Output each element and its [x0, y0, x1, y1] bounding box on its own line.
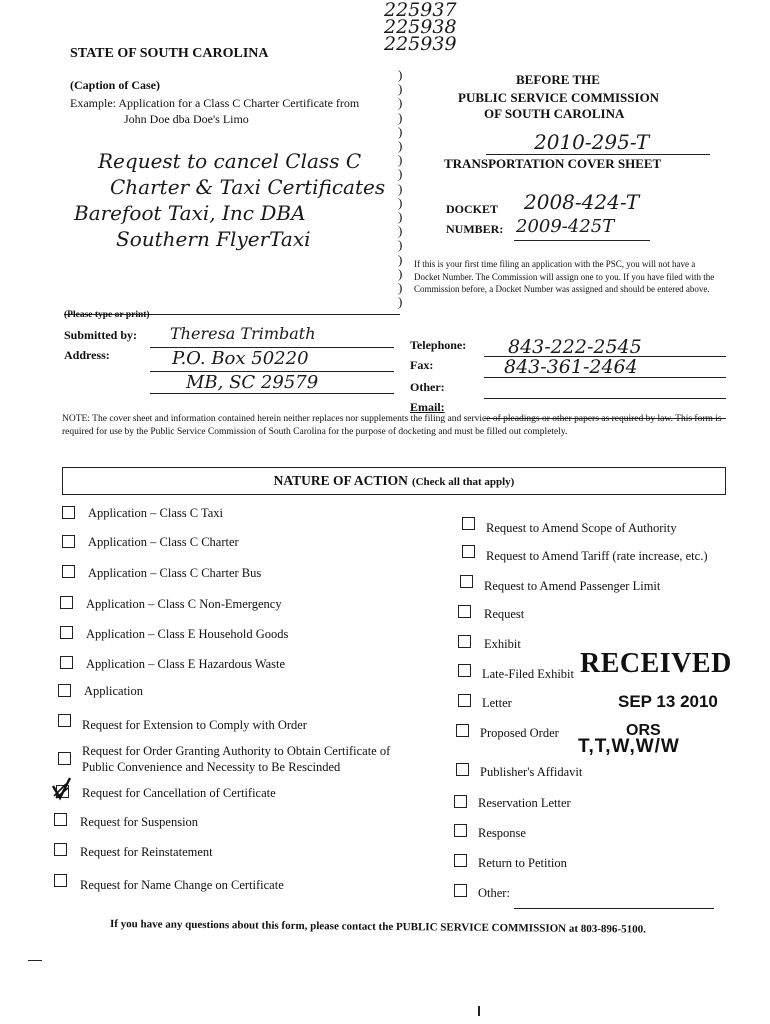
- other-rule: [484, 398, 726, 399]
- nature-title: NATURE OF ACTION: [273, 473, 408, 488]
- nature-subtitle: (Check all that apply): [411, 476, 515, 488]
- checkbox-request[interactable]: [458, 605, 471, 618]
- address-label: Address:: [64, 348, 110, 362]
- address-line1: P.O. Box 50220: [172, 348, 309, 369]
- option-class-c-charter-bus: Application – Class C Charter Bus: [88, 566, 262, 580]
- state-heading: STATE OF SOUTH CAROLINA: [70, 46, 269, 61]
- before-the: BEFORE THE: [516, 72, 600, 87]
- number-value: 2009-425T: [516, 216, 615, 237]
- checkbox-rescinded[interactable]: [58, 752, 71, 765]
- option-response: Response: [478, 826, 526, 840]
- caption-line: Request to cancel Class C: [98, 149, 362, 173]
- address-line2: MB, SC 29579: [186, 372, 319, 393]
- checkbox-proposed-order[interactable]: [456, 724, 469, 737]
- received-stamp: RECEIVED: [580, 648, 732, 679]
- checkbox-reservation-letter[interactable]: [454, 795, 467, 808]
- checkbox-letter[interactable]: [458, 694, 471, 707]
- address-rule-2: [150, 393, 394, 394]
- stamp-date: SEP 13 2010: [618, 692, 718, 711]
- telephone-label: Telephone:: [410, 338, 467, 352]
- option-rescinded-line2: Public Convenience and Necessity to Be Rescinded: [82, 760, 341, 774]
- checkbox-exhibit[interactable]: [458, 635, 471, 648]
- checkbox-return-to-petition[interactable]: [454, 854, 467, 867]
- checkbox-class-c-non-emergency[interactable]: [60, 596, 73, 609]
- fax-value: 843-361-2464: [504, 356, 638, 378]
- cover-note: NOTE: The cover sheet and information contained herein neither replaces nor supplements the filing and service of pleadings or other papers as required by law. This form is required for use by the Public Service Commission of South Carolina for the purpose of docketing and must be filled out completely.: [62, 414, 722, 437]
- checkbox-amend-tariff[interactable]: [462, 545, 475, 558]
- option-amend-scope: Request to Amend Scope of Authority: [486, 521, 677, 535]
- fax-rule: [484, 377, 726, 378]
- handwritten-docket-numbers: [384, 2, 457, 53]
- cover-number: 2010-295-T: [534, 130, 650, 154]
- caption-line: Southern FlyerTaxi: [116, 227, 311, 251]
- checkbox-class-e-hazardous[interactable]: [60, 656, 73, 669]
- option-application: Application: [84, 684, 144, 698]
- option-letter: Letter: [482, 696, 512, 710]
- handwritten-number: 225937: [384, 0, 457, 21]
- caption-example: Example: Application for a Class C Charter Certificate from: [70, 96, 360, 110]
- docket-value: 2008-424-T: [524, 190, 640, 214]
- option-class-c-non-emergency: Application – Class C Non-Emergency: [86, 597, 282, 611]
- checkbox-extension[interactable]: [58, 714, 71, 727]
- option-name-change: Request for Name Change on Certificate: [80, 878, 284, 892]
- option-amend-tariff: Request to Amend Tariff (rate increase, etc.): [486, 549, 708, 563]
- state-name: OF SOUTH CAROLINA: [484, 106, 625, 121]
- checkbox-amend-passenger[interactable]: [460, 575, 473, 588]
- checkbox-amend-scope[interactable]: [462, 517, 475, 530]
- telephone-value: 843-222-2545: [508, 336, 642, 358]
- checkbox-response[interactable]: [454, 824, 467, 837]
- option-publishers-affidavit: Publisher's Affidavit: [480, 765, 583, 779]
- checkbox-late-filed[interactable]: [458, 664, 471, 677]
- option-amend-passenger: Request to Amend Passenger Limit: [484, 579, 661, 593]
- caption-handwritten: [74, 148, 386, 252]
- nature-of-action-box: [62, 467, 726, 495]
- submitted-by-label: Submitted by:: [64, 328, 138, 342]
- checkbox-class-c-charter-bus[interactable]: [62, 565, 75, 578]
- fax-label: Fax:: [410, 358, 434, 372]
- option-late-filed: Late-Filed Exhibit: [482, 667, 574, 681]
- stamp-ors: ORS: [626, 722, 661, 739]
- submitted-by-value: Theresa Trimbath: [170, 324, 316, 343]
- check-mark-icon: [50, 776, 72, 802]
- checkbox-application[interactable]: [58, 684, 71, 697]
- cover-number-rule: [486, 154, 710, 155]
- checkbox-suspension[interactable]: [54, 813, 67, 826]
- option-class-c-taxi: Application – Class C Taxi: [88, 506, 223, 520]
- commission-name: PUBLIC SERVICE COMMISSION: [458, 90, 660, 105]
- email-label: Email:: [410, 400, 445, 414]
- cover-sheet-title: TRANSPORTATION COVER SHEET: [444, 156, 662, 171]
- number-rule: [514, 240, 650, 241]
- option-class-c-charter: Application – Class C Charter: [88, 535, 239, 549]
- option-other: Other:: [478, 886, 510, 900]
- handwritten-number: 225939: [384, 33, 457, 55]
- option-class-e-hazardous: Application – Class E Hazardous Waste: [86, 657, 286, 671]
- option-request: Request: [484, 607, 525, 621]
- caption-line: Barefoot Taxi, Inc DBA: [74, 201, 306, 225]
- option-reinstatement: Request for Reinstatement: [80, 845, 213, 859]
- checkbox-class-c-taxi[interactable]: [62, 506, 75, 519]
- option-cancellation: Request for Cancellation of Certificate: [82, 786, 276, 800]
- checkbox-reinstatement[interactable]: [54, 843, 67, 856]
- footer-contact: If you have any questions about this form, please contact the PUBLIC SERVICE COMMISSION at 803-896-5100.: [109, 918, 646, 936]
- other-blank-rule: [514, 908, 714, 909]
- checkbox-class-e-household[interactable]: [60, 626, 73, 639]
- please-print: (Please type or print): [64, 310, 150, 320]
- option-proposed-order: Proposed Order: [480, 726, 559, 740]
- checkbox-class-c-charter[interactable]: [62, 535, 75, 548]
- checkbox-other[interactable]: [454, 884, 467, 897]
- option-suspension: Request for Suspension: [80, 815, 199, 829]
- other-label: Other:: [410, 380, 445, 394]
- caption-example-name: John Doe dba Doe's Limo: [124, 112, 249, 126]
- stamp-initials: T,T,W,W/W: [578, 736, 680, 757]
- caption-line: Charter & Taxi Certificates: [110, 175, 386, 199]
- scan-mark: [478, 1006, 480, 1016]
- checkbox-publishers-affidavit[interactable]: [456, 763, 469, 776]
- scan-mark: [28, 960, 42, 961]
- docket-label: DOCKET: [446, 202, 499, 216]
- caption-divider: ) ) ) ) ) ) ) ) ) ) ) ) ) ) ) ) ): [398, 67, 403, 310]
- option-rescinded: Request for Order Granting Authority to Obtain Certificate of: [82, 744, 391, 758]
- number-label: NUMBER:: [446, 222, 504, 236]
- option-extension: Request for Extension to Comply with Order: [82, 718, 307, 732]
- option-exhibit: Exhibit: [484, 637, 521, 651]
- checkbox-name-change[interactable]: [54, 874, 67, 887]
- option-class-e-household: Application – Class E Household Goods: [86, 627, 289, 641]
- option-reservation-letter: Reservation Letter: [478, 796, 571, 810]
- first-time-note: If this is your first time filing an application with the PSC, you will not have a Docket Number. The Commission will assign one to you. If you have filed with the Commission before, a Docket Number was assigned and should be entered above.: [414, 259, 715, 294]
- option-return-to-petition: Return to Petition: [478, 856, 567, 870]
- handwritten-number: 225938: [384, 16, 457, 38]
- caption-label: (Caption of Case): [70, 78, 160, 92]
